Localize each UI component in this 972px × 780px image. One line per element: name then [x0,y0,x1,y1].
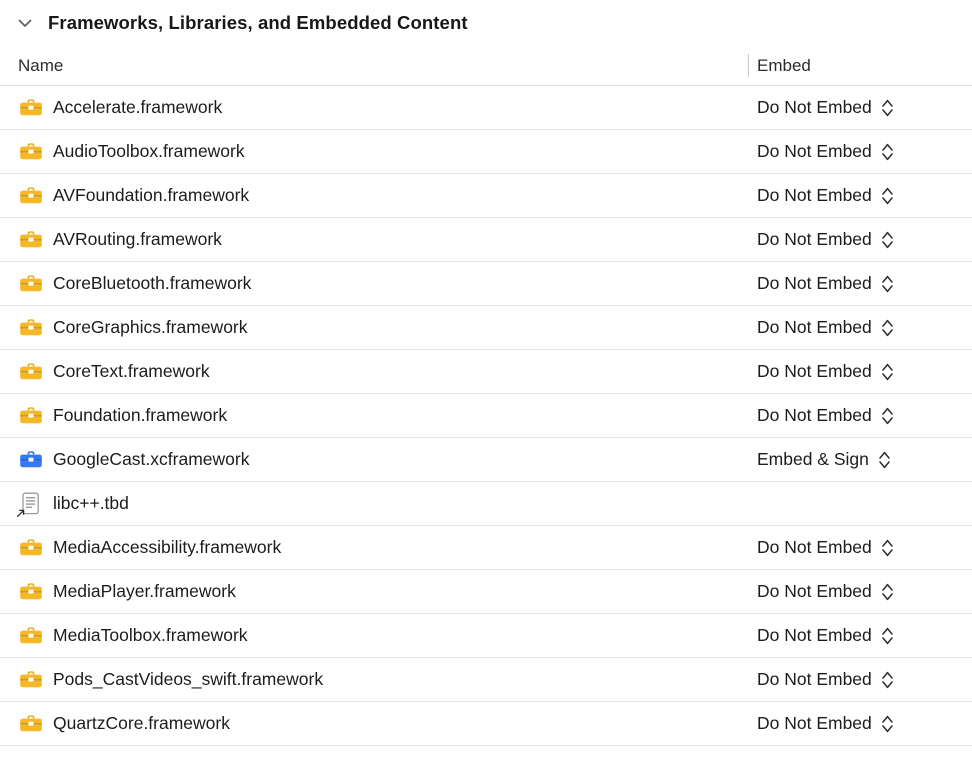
embed-select-value: Do Not Embed [757,185,872,205]
table-row[interactable] [0,614,972,658]
chevron-up-down-icon[interactable] [881,581,895,603]
page-title: Frameworks, Libraries, and Embedded Content [48,12,468,33]
framework-name: CoreBluetooth.framework [53,273,252,293]
embed-select-value: Do Not Embed [757,405,872,425]
table-row[interactable] [0,570,972,614]
chevron-up-down-icon[interactable] [881,625,895,647]
embed-select[interactable] [757,658,895,701]
framework-icon [18,711,44,737]
framework-name: CoreText.framework [53,361,210,381]
chevron-down-icon[interactable] [14,12,36,34]
framework-icon [18,139,44,165]
embed-select[interactable] [757,614,895,657]
embed-select[interactable] [757,570,895,613]
framework-icon [18,227,44,253]
table-row[interactable] [0,526,972,570]
embed-select[interactable] [757,130,895,173]
embed-select-value: Embed & Sign [757,449,869,469]
embed-select-value: Do Not Embed [757,317,872,337]
framework-icon [18,579,44,605]
frameworks-list [0,86,972,746]
framework-name: Foundation.framework [53,405,228,425]
table-row[interactable] [0,130,972,174]
embed-select[interactable] [757,702,895,745]
framework-name: GoogleCast.xcframework [53,449,250,469]
chevron-up-down-icon[interactable] [881,669,895,691]
framework-name: MediaToolbox.framework [53,625,248,645]
table-row[interactable] [0,174,972,218]
embed-select-value: Do Not Embed [757,97,872,117]
framework-name: CoreGraphics.framework [53,317,248,337]
framework-icon [18,667,44,693]
table-row[interactable] [0,658,972,702]
chevron-up-down-icon[interactable] [881,317,895,339]
framework-icon [18,271,44,297]
chevron-up-down-icon[interactable] [881,97,895,119]
column-header-name[interactable]: Name [18,55,64,75]
chevron-up-down-icon[interactable] [881,405,895,427]
framework-name: Pods_CastVideos_swift.framework [53,669,324,689]
embed-select[interactable] [757,218,895,261]
embed-select[interactable] [757,174,895,217]
embed-select-value: Do Not Embed [757,229,872,249]
chevron-up-down-icon[interactable] [881,537,895,559]
table-row[interactable] [0,262,972,306]
column-headers [0,46,972,86]
column-divider[interactable] [748,54,749,77]
framework-icon [18,183,44,209]
chevron-up-down-icon[interactable] [881,141,895,163]
framework-name: MediaAccessibility.framework [53,537,282,557]
framework-name: AVRouting.framework [53,229,222,249]
framework-icon [18,359,44,385]
embed-select[interactable] [757,526,895,569]
embed-select-value: Do Not Embed [757,273,872,293]
embed-select-value: Do Not Embed [757,625,872,645]
column-header-embed[interactable]: Embed [757,55,811,75]
table-row[interactable] [0,86,972,130]
table-row[interactable] [0,350,972,394]
table-row[interactable] [0,394,972,438]
embed-select[interactable] [757,262,895,305]
embed-select[interactable] [757,394,895,437]
embed-select-value: Do Not Embed [757,581,872,601]
table-row[interactable] [0,306,972,350]
framework-icon [18,623,44,649]
table-row[interactable] [0,218,972,262]
framework-icon [18,403,44,429]
xcframework-icon [18,447,44,473]
embed-select-value: Do Not Embed [757,537,872,557]
chevron-up-down-icon[interactable] [881,713,895,735]
framework-icon [18,535,44,561]
chevron-up-down-icon[interactable] [881,361,895,383]
section-header [0,0,972,46]
chevron-up-down-icon[interactable] [881,185,895,207]
embed-select-value: Do Not Embed [757,669,872,689]
embed-select-value: Do Not Embed [757,141,872,161]
framework-name: libc++.tbd [53,493,129,513]
table-row[interactable] [0,702,972,746]
framework-name: AVFoundation.framework [53,185,250,205]
framework-icon [18,315,44,341]
embed-select-value: Do Not Embed [757,361,872,381]
embed-select[interactable] [757,350,895,393]
chevron-up-down-icon[interactable] [881,229,895,251]
framework-name: QuartzCore.framework [53,713,230,733]
chevron-up-down-icon[interactable] [878,449,892,471]
embed-select-value: Do Not Embed [757,713,872,733]
chevron-up-down-icon[interactable] [881,273,895,295]
embed-select[interactable] [757,438,892,481]
embed-select[interactable] [757,86,895,129]
framework-icon [18,95,44,121]
embed-select[interactable] [757,306,895,349]
tbd-alias-file-icon [18,491,44,517]
framework-name: Accelerate.framework [53,97,223,117]
table-row[interactable] [0,438,972,482]
table-row[interactable] [0,482,972,526]
framework-name: AudioToolbox.framework [53,141,245,161]
framework-name: MediaPlayer.framework [53,581,236,601]
